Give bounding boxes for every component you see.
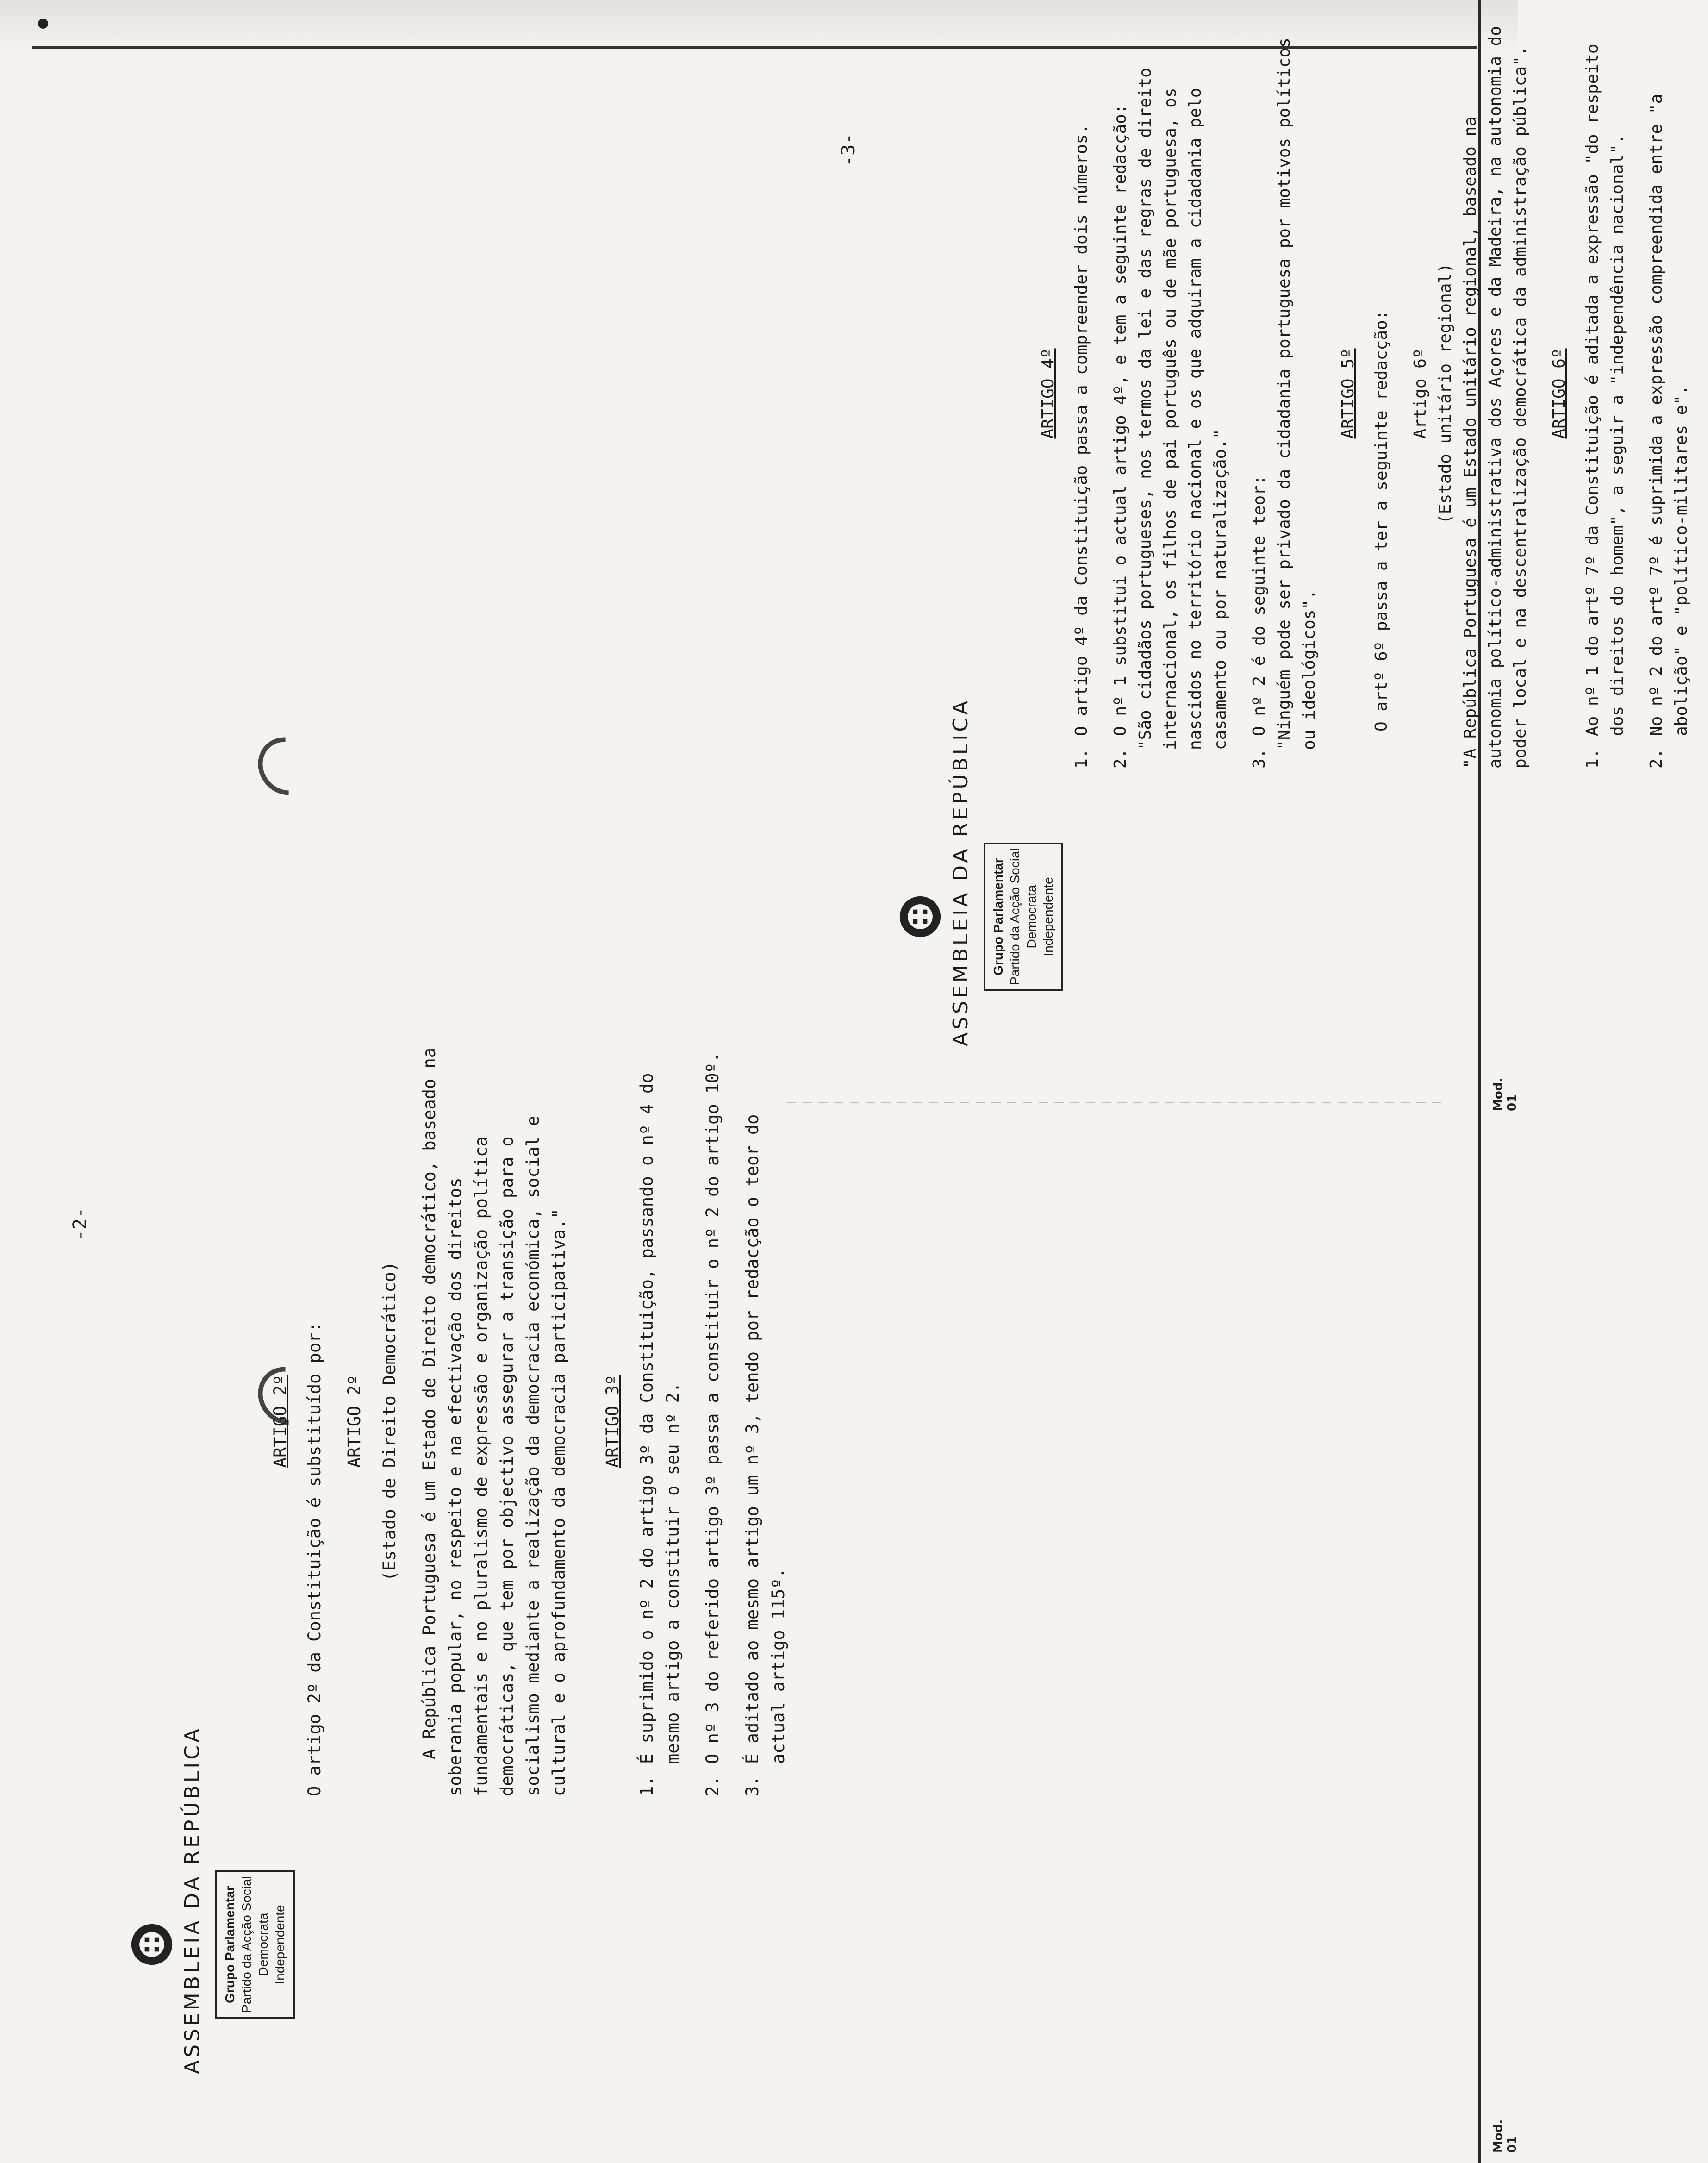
item-text: É suprimido o nº 2 do artigo 3º da Constituição, passando o nº 4 do mesmo artigo a constituir o seu nº 2. bbox=[637, 1073, 683, 1764]
list-item bbox=[634, 1046, 686, 1796]
item-number: 2. bbox=[1111, 748, 1130, 769]
item-number: 3. bbox=[742, 1775, 762, 1796]
paragraph: O artigo 2º da Constituição é substituído por: bbox=[305, 1322, 324, 1796]
list-item bbox=[1247, 19, 1272, 769]
group-line: Grupo Parlamentar bbox=[991, 858, 1005, 975]
list-item bbox=[700, 1046, 726, 1796]
page-number: -2- bbox=[69, 1207, 91, 1241]
item-number: 1. bbox=[637, 1775, 657, 1796]
list-item bbox=[1069, 19, 1094, 769]
article-heading: ARTIGO 3º bbox=[603, 1375, 623, 1468]
group-line: Grupo Parlamentar bbox=[223, 1886, 237, 2003]
group-line: Democrata Independente bbox=[256, 1905, 287, 1984]
item-number: 1. bbox=[1583, 748, 1602, 769]
list-item bbox=[740, 1046, 792, 1796]
page-number: -3- bbox=[838, 133, 859, 167]
group-line: Partido da Acção Social bbox=[1008, 848, 1022, 985]
article-title: (Estado de Direito Democrático) bbox=[380, 1261, 399, 1582]
coat-of-arms-icon bbox=[130, 1922, 174, 1967]
item-text: Ao nº 1 do artº 7º da Constituição é aditada a expressão "do respeito dos direitos do homem", a seguir a "independência nacional". bbox=[1583, 44, 1627, 736]
body-column bbox=[1028, 19, 1708, 769]
list-item bbox=[1580, 19, 1630, 769]
item-text: No nº 2 do artº 7º é suprimida a expressão compreendida entre "a abolição" e "político-militares e". bbox=[1647, 94, 1691, 736]
org-title: ASSEMBLEIA DA REPÚBLICA bbox=[181, 1725, 204, 2074]
group-line: Democrata Independente bbox=[1024, 877, 1055, 956]
org-title: ASSEMBLEIA DA REPÚBLICA bbox=[949, 698, 972, 1046]
quoted-text: "Ninguém pode ser privado da cidadania portuguesa por motivos políticos ou ideológicos". bbox=[1275, 38, 1319, 750]
mod-mark-mid: Mod. 01 bbox=[1491, 1077, 1519, 1111]
item-text: O artigo 4º da Constituição passa a compreender dois números. bbox=[1072, 124, 1091, 736]
list-item bbox=[1108, 19, 1133, 769]
body-column bbox=[259, 1046, 805, 1796]
punch-hole bbox=[246, 725, 328, 807]
item-number: 2. bbox=[1647, 748, 1666, 769]
item-number: 2. bbox=[703, 1775, 723, 1796]
page-2 bbox=[0, 1037, 788, 2093]
article-heading: ARTIGO 2º bbox=[270, 1375, 290, 1468]
article-subheading: ARTIGO 2º bbox=[344, 1375, 364, 1468]
item-text: O nº 2 é do seguinte teor: bbox=[1250, 475, 1269, 736]
list-item bbox=[1644, 19, 1694, 769]
article-heading: ARTIGO 4º bbox=[1039, 348, 1058, 439]
article-subheading: Artigo 6º bbox=[1411, 348, 1430, 439]
paragraph: O artº 6º passa a ter a seguinte redacção: bbox=[1372, 310, 1391, 731]
letterhead bbox=[898, 698, 1063, 1046]
scan-dot bbox=[38, 19, 48, 29]
item-text: O nº 1 substitui o actual artigo 4º, e tem a seguinte redacção: bbox=[1111, 104, 1130, 736]
item-number: 3. bbox=[1250, 748, 1269, 769]
item-text: É aditado ao mesmo artigo um nº 3, tendo por redacção o teor do actual artigo 115º. bbox=[742, 1114, 788, 1764]
group-box bbox=[215, 1870, 295, 2019]
letterhead bbox=[130, 1725, 295, 2074]
fold-line bbox=[787, 1102, 1444, 1103]
article-title: (Estado unitário regional) bbox=[1436, 263, 1455, 524]
article-heading: ARTIGO 6º bbox=[1550, 348, 1569, 439]
mod-mark-left: Mod. 01 bbox=[1491, 2119, 1519, 2153]
paragraph: A República Portuguesa é um Estado de Direito democrático, baseado na soberania popular, no respeito e na efectivação dos direitos fundamentais e no pluralismo de expressão e organização política democráticas, que tem por objectivo assegurar a transição para o socialismo mediante a realização da democracia económica, social e cultural e o aprofundamento da democracia participativa." bbox=[419, 1047, 569, 1796]
page-3 bbox=[768, 9, 1691, 1065]
paragraph: "A República Portuguesa é um Estado unitário regional, baseado na autonomia político-administrativa dos Açores e da Madeira, na autonomia do poder local e na descentralização democrática da administração pública". bbox=[1461, 26, 1530, 769]
quoted-text: "São cidadãos portugueses, nos termos da lei e das regras de direito internacional, os filhos de pai português ou de mãe portuguesa, os nascidos no território nacional e os que adquiram a cidadania pelo casamento ou por naturalização." bbox=[1136, 68, 1230, 750]
coat-of-arms-icon bbox=[898, 894, 942, 939]
article-heading: ARTIGO 5º bbox=[1339, 348, 1358, 439]
item-number: 1. bbox=[1072, 748, 1091, 769]
item-text: O nº 3 do referido artigo 3º passa a constituir o nº 2 do artigo 10º. bbox=[703, 1052, 723, 1764]
group-line: Partido da Acção Social bbox=[239, 1876, 254, 2013]
group-box bbox=[984, 843, 1063, 991]
